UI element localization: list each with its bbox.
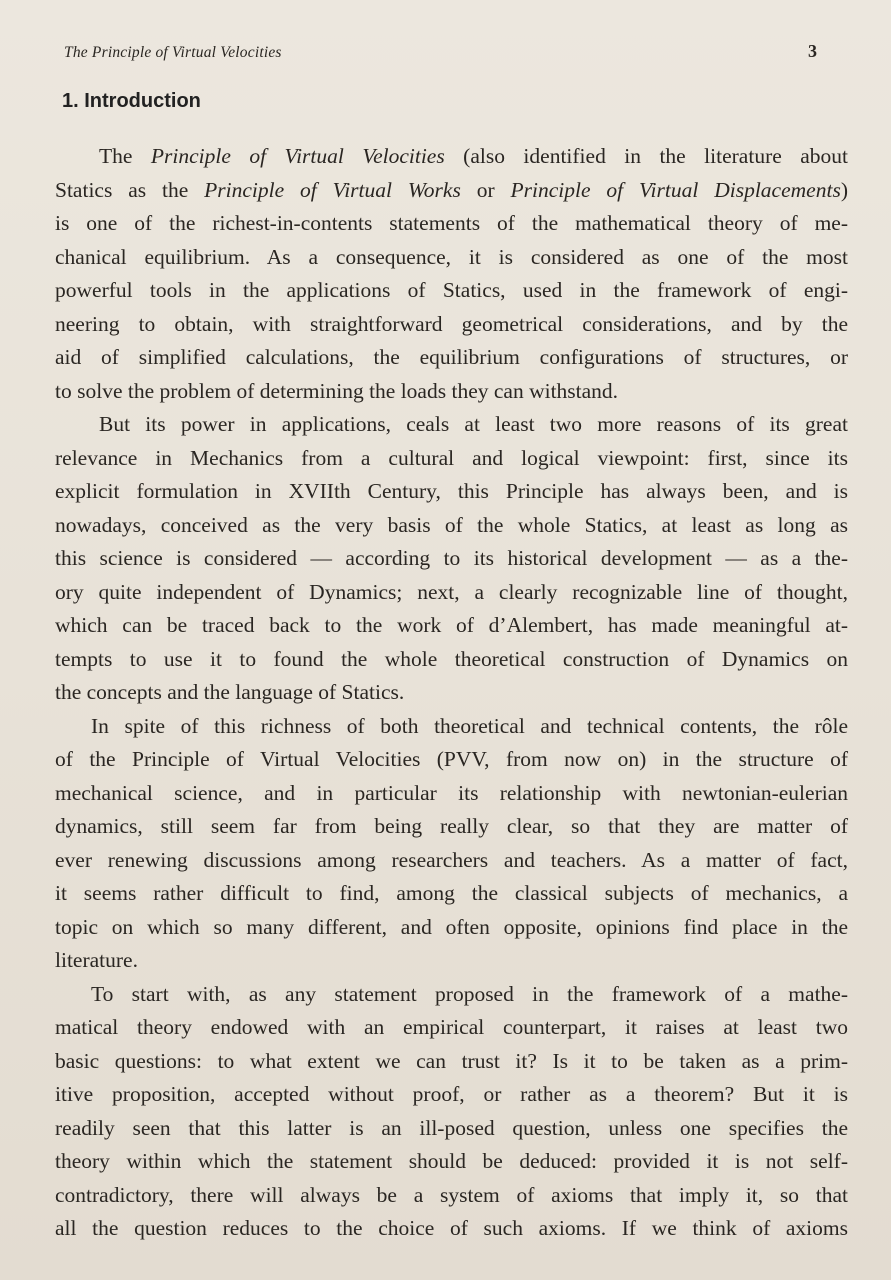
body-text (55, 140, 848, 1246)
text-line (55, 1212, 848, 1246)
text-line (55, 1045, 848, 1079)
text-line (55, 978, 848, 1012)
text-span: it seems rather difficult to find, among the classical subjects of mechanics, a (55, 881, 848, 905)
text-span: (also identified in the literature about (444, 144, 848, 168)
text-line (55, 442, 848, 476)
italic-text: Principle of Virtual Velocities (150, 144, 445, 168)
text-line (55, 509, 848, 543)
text-line (55, 743, 848, 777)
text-line (55, 341, 848, 375)
text-line (55, 609, 848, 643)
section-heading: 1. Introduction (62, 90, 201, 112)
text-line (55, 375, 848, 409)
text-span: relevance in Mechanics from a cultural and logical viewpoint: first, since its (55, 445, 848, 470)
text-span: or (460, 177, 511, 202)
text-line (55, 1078, 848, 1112)
text-span: ory quite independent of Dynamics; next, a clearly recognizable line of thought, (55, 579, 848, 604)
text-line (55, 1112, 848, 1146)
page-number: 3 (808, 41, 817, 61)
text-span: To start with, as any statement proposed in the framework of a mathe- (91, 981, 848, 1006)
italic-text: Principle of Virtual Works (204, 177, 461, 202)
text-span: is one of the richest-in-contents statements of the mathematical theory of me- (55, 211, 848, 235)
text-span: chanical equilibrium. As a consequence, it is considered as one of the most (55, 244, 848, 269)
text-line (55, 1145, 848, 1179)
text-line (55, 174, 848, 208)
text-span: tempts to use it to found the whole theoretical construction of Dynamics on (55, 646, 848, 671)
text-span: dynamics, still seem far from being really clear, so that they are matter of (55, 814, 848, 838)
text-line (55, 308, 848, 342)
italic-text: Principle of Virtual Displacements (510, 177, 841, 202)
text-line (55, 475, 848, 509)
text-line (55, 274, 848, 308)
text-line (55, 877, 848, 911)
text-span: of the Principle of Virtual Velocities (PVV, from now on) in the structure of (55, 747, 848, 771)
text-span: But its power in applications, ceals at least two more reasons of its great (99, 412, 848, 436)
text-span: topic on which so many different, and often opposite, opinions find place in the (55, 914, 848, 939)
text-line (55, 710, 848, 744)
text-span: to solve the problem of determining the loads they can withstand. (55, 378, 619, 403)
text-span: Statics as the (55, 177, 205, 202)
text-line (55, 408, 848, 442)
text-line (55, 777, 848, 811)
text-span: In spite of this richness of both theoretical and technical contents, the rôle (91, 713, 848, 738)
running-header: The Principle of Virtual Velocities (64, 44, 282, 61)
text-line (55, 1011, 848, 1045)
text-span: matical theory endowed with an empirical counterpart, it raises at least two (55, 1015, 848, 1039)
text-span: powerful tools in the applications of Statics, used in the framework of engi- (55, 278, 848, 302)
text-line (55, 643, 848, 677)
text-line (55, 207, 848, 241)
text-span: itive proposition, accepted without proof, or rather as a theorem? But it is (55, 1082, 848, 1106)
text-line (55, 844, 848, 878)
text-line (55, 810, 848, 844)
paragraph (55, 408, 848, 710)
text-line (55, 241, 848, 275)
text-line (55, 676, 848, 710)
text-span: literature. (55, 948, 138, 972)
text-span: contradictory, there will always be a system of axioms that imply it, so that (55, 1182, 848, 1207)
text-span: neering to obtain, with straightforward geometrical considerations, and by the (55, 311, 848, 336)
text-span: all the question reduces to the choice of such axioms. If we think of axioms (55, 1216, 848, 1240)
text-span: nowadays, conceived as the very basis of the whole Statics, at least as long as (55, 512, 848, 537)
text-span: readily seen that this latter is an ill-posed question, unless one specifies the (55, 1115, 848, 1140)
text-span: ever renewing discussions among researchers and teachers. As a matter of fact, (55, 847, 848, 872)
paragraph (55, 978, 848, 1246)
paragraph (55, 140, 848, 408)
text-span: ) (840, 177, 848, 202)
text-span: this science is considered — according to its historical development — as a the- (55, 546, 848, 570)
text-line (55, 944, 848, 978)
text-line (55, 911, 848, 945)
text-span: basic questions: to what extent we can trust it? Is it to be taken as a prim- (55, 1048, 848, 1073)
text-span: which can be traced back to the work of d’Alembert, has made meaningful at- (55, 613, 848, 637)
text-line (55, 542, 848, 576)
paragraph (55, 710, 848, 978)
text-line (55, 1179, 848, 1213)
text-span: the concepts and the language of Statics. (55, 680, 405, 704)
text-span: The (99, 144, 151, 168)
text-span: explicit formulation in XVIIth Century, this Principle has always been, and is (55, 479, 848, 503)
text-span: aid of simplified calculations, the equilibrium configurations of structures, or (55, 345, 848, 369)
text-span: mechanical science, and in particular its relationship with newtonian-eulerian (55, 780, 848, 805)
text-line (55, 140, 848, 174)
text-span: theory within which the statement should be deduced: provided it is not self- (55, 1149, 848, 1173)
text-line (55, 576, 848, 610)
